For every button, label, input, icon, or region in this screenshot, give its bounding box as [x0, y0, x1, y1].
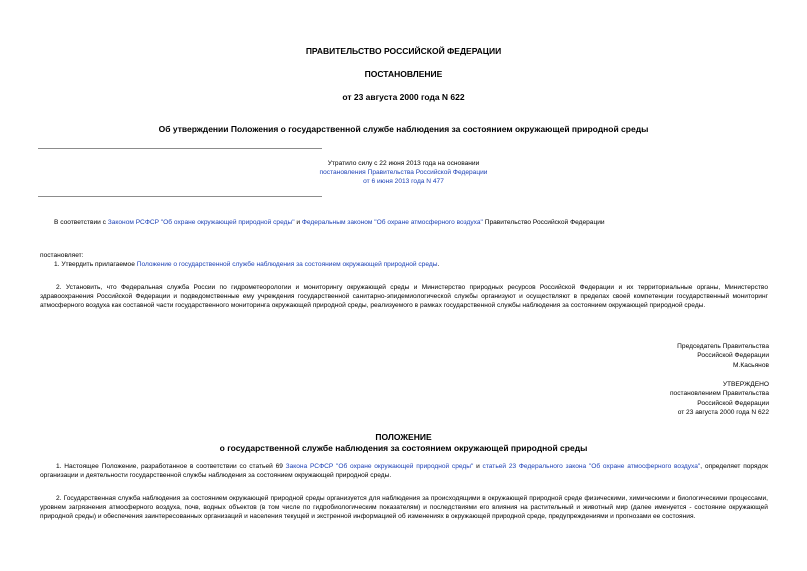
approval-line: УТВЕРЖДЕНО [722, 381, 769, 388]
regulation-p2-text: 2. Государственная служба наблюдения за состоянием окружающей природной среды организуется для наблюдения за происходящими в окружающей природной среде физическими, химическими и биологическими процессами, уровнем загрязнения атмосферного воздуха, почв, водных объектов (в том числе по гидробиологическим показателям) и последствиями его влияния на растительный и животный мир (далее именуется - состояние окружающей природной среды) и обеспечения заинтересованных организаций и населения текущей и экстренной информацией об изменениях в окружающей природной среде, предупреждениями и прогнозами ее состояния. [40, 495, 768, 521]
signature-line: Российской Федерации [697, 352, 769, 360]
decree-item-1-end: . [437, 261, 440, 268]
divider-top [38, 148, 322, 149]
postanovlyaet: постановляет: [40, 252, 84, 259]
approval-line: постановлением Правительства [669, 390, 769, 398]
decree-item-1 [54, 260, 784, 269]
preamble-text: В соответствии с [54, 219, 108, 226]
regulation-subtitle: о государственной службе наблюдения за состоянием окружающей природной среды [219, 443, 588, 453]
preamble-link-rsfsr-law[interactable]: Законом РСФСР "Об охране окружающей природной среды" [107, 219, 295, 226]
regulation-title: ПОЛОЖЕНИЕ [375, 432, 432, 442]
signature-block [677, 342, 769, 370]
regulation-paragraph-1 [40, 462, 768, 480]
status-note [0, 159, 807, 186]
status-note-link-decree[interactable]: постановления Правительства Российской Федерации [319, 169, 488, 176]
approval-block [670, 380, 769, 417]
regulation-p1-text: 1. Настоящее Положение, разработанное в соответствии со статьей 69 [56, 463, 286, 470]
preamble [54, 218, 794, 227]
divider-bottom [38, 196, 322, 197]
regulation-p1-text: и [473, 463, 483, 470]
decree-item-1-text: 1. Утвердить прилагаемое [54, 261, 137, 268]
preamble-text: и [294, 219, 302, 226]
decree-item-2-text: 2. Установить, что Федеральная служба России по гидрометеорологии и мониторингу окружающей среды и Министерство природных ресурсов Российской Федерации и их территориальные органы, Министерство здравоохранения Российской Федерации и подведомственные ему учреждения государственной санитарно-эпидемиологической службы организуют и осуществляют в пределах своей компетенции государственный мониторинг атмосферного воздуха как составной части государственного мониторинга окружающей природной среды, реализуемого в рамках государственной службы наблюдения за состоянием окружающей природной среды. [40, 284, 768, 310]
approval-line: от 23 августа 2000 года N 622 [677, 408, 769, 416]
regulation-p1-text: , определяет порядок организации и деятельности государственной службы наблюдения за состоянием окружающей природной среды. [40, 463, 768, 480]
government-heading: ПРАВИТЕЛЬСТВО РОССИЙСКОЙ ФЕДЕРАЦИИ [305, 46, 502, 56]
signature-name: М.Касьянов [733, 361, 769, 369]
status-note-link-date[interactable]: от 6 июня 2013 года N 477 [363, 178, 444, 185]
preamble-link-federal-law[interactable]: Федеральным законом "Об охране атмосферного воздуха" [301, 219, 483, 226]
decree-item-1-link[interactable]: Положение о государственной службе наблюдения за состоянием окружающей природной среды [136, 261, 438, 268]
regulation-p1-link-article-23[interactable]: статьей 23 Федерального закона "Об охране атмосферного воздуха" [482, 463, 701, 470]
signature-line: Председатель Правительства [677, 343, 769, 350]
regulation-paragraph-2 [40, 494, 768, 522]
doc-title: Об утверждении Положения о государственной службе наблюдения за состоянием окружающей природной среды [158, 124, 649, 134]
decree-item-2 [40, 283, 768, 311]
doc-date: от 23 августа 2000 года N 622 [342, 92, 465, 102]
doc-type-heading: ПОСТАНОВЛЕНИЕ [364, 69, 443, 79]
preamble-text: Правительство Российской Федерации [482, 219, 605, 226]
approval-line: Российской Федерации [697, 399, 769, 407]
regulation-p1-link-rsfsr-law[interactable]: Закона РСФСР "Об охране окружающей природной среды" [285, 463, 474, 470]
status-note-line: Утратило силу с 22 июня 2013 года на основании [327, 160, 480, 167]
